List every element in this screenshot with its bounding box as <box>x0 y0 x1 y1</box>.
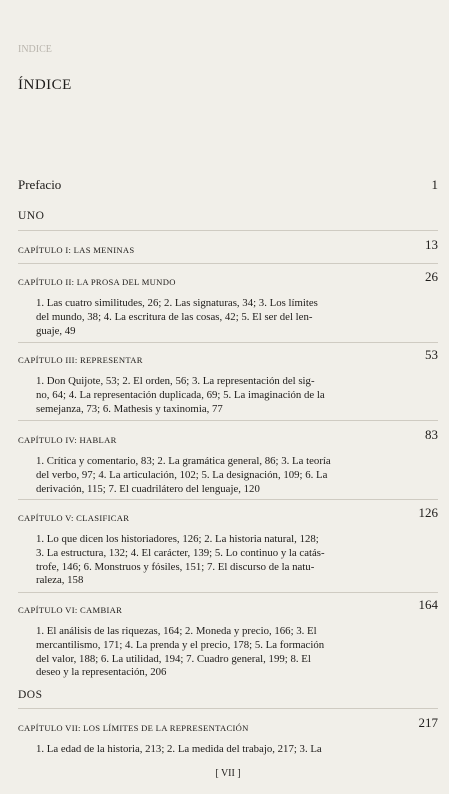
divider <box>18 342 438 343</box>
toc-page <box>18 0 438 794</box>
divider <box>18 499 438 500</box>
entry-label: Prefacio <box>18 177 62 192</box>
page-number-footer: [ VII ] <box>215 768 241 779</box>
chapter-sections: 1. Lo que dicen los historiadores, 126; 2. La historia natural, 128; 3. La estructura, 132; 4. El carácter, 139; 5. Lo continuo y la catás- trofe, 146; 6. Monstruos y fósiles, 151; 7. El discurso de la natu- raleza, 158 <box>36 533 325 587</box>
chapter-label: CAPÍTULO II: LA PROSA DEL MUNDO <box>18 277 176 287</box>
toc-chapter-6[interactable] <box>18 597 438 680</box>
chapter-sections: 1. Don Quijote, 53; 2. El orden, 56; 3. La representación del sig- no, 64; 4. La representación duplicada, 69; 5. La imaginación de la semejanza, 73; 6. Mathesis y taxinomia, 77 <box>36 375 325 415</box>
chapter-page: 83 <box>425 427 438 442</box>
chapter-label: CAPÍTULO V: CLASIFICAR <box>18 513 130 523</box>
chapter-page: 164 <box>418 597 438 612</box>
toc-entry-preface[interactable] <box>18 177 438 193</box>
part-heading-uno: UNO <box>18 210 45 222</box>
toc-chapter-3[interactable] <box>18 347 438 416</box>
chapter-label: CAPÍTULO I: LAS MENINAS <box>18 245 135 255</box>
chapter-sections: 1. Crítica y comentario, 83; 2. La gramática general, 86; 3. La teoría del verbo, 97; 4. La articulación, 102; 5. La designación, 109; 6. La derivación, 115; 7. El cuadrilátero del lenguaje, 120 <box>36 455 331 495</box>
chapter-page: 217 <box>418 715 438 730</box>
chapter-page: 126 <box>418 505 438 520</box>
divider <box>18 708 438 709</box>
toc-chapter-5[interactable] <box>18 505 438 588</box>
divider <box>18 230 438 231</box>
chapter-sections: 1. La edad de la historia, 213; 2. La medida del trabajo, 217; 3. La <box>36 743 322 755</box>
chapter-label: CAPÍTULO III: REPRESENTAR <box>18 355 143 365</box>
page-title: ÍNDICE <box>18 77 72 93</box>
divider <box>18 592 438 593</box>
toc-chapter-4[interactable] <box>18 427 438 496</box>
toc-chapter-2[interactable] <box>18 269 438 338</box>
chapter-label: CAPÍTULO IV: HABLAR <box>18 435 117 445</box>
divider <box>18 420 438 421</box>
chapter-page: 53 <box>425 347 438 362</box>
chapter-sections: 1. El análisis de las riquezas, 164; 2. Moneda y precio, 166; 3. El mercantilismo, 171; 4. La prenda y el precio, 178; 5. La formación del valor, 188; 6. La utilidad, 194; 7. Cuadro general, 199; 8. El deseo y la representación, 206 <box>36 625 325 679</box>
chapter-label: CAPÍTULO VI: CAMBIAR <box>18 605 123 615</box>
chapter-page: 26 <box>425 269 438 284</box>
chapter-sections: 1. Las cuatro similitudes, 26; 2. Las signaturas, 34; 3. Los límites del mundo, 38; 4. La escritura de las cosas, 42; 5. El ser del len- guaje, 49 <box>36 297 318 337</box>
part-heading-dos: DOS <box>18 689 43 701</box>
divider <box>18 263 438 264</box>
toc-chapter-7[interactable] <box>18 715 438 757</box>
entry-page: 1 <box>431 177 438 192</box>
bleed-through-header: INDICE <box>18 44 52 55</box>
chapter-page: 13 <box>425 237 438 252</box>
chapter-label: CAPÍTULO VII: LOS LÍMITES DE LA REPRESENTACIÓN <box>18 723 249 733</box>
toc-chapter-1[interactable] <box>18 237 438 256</box>
